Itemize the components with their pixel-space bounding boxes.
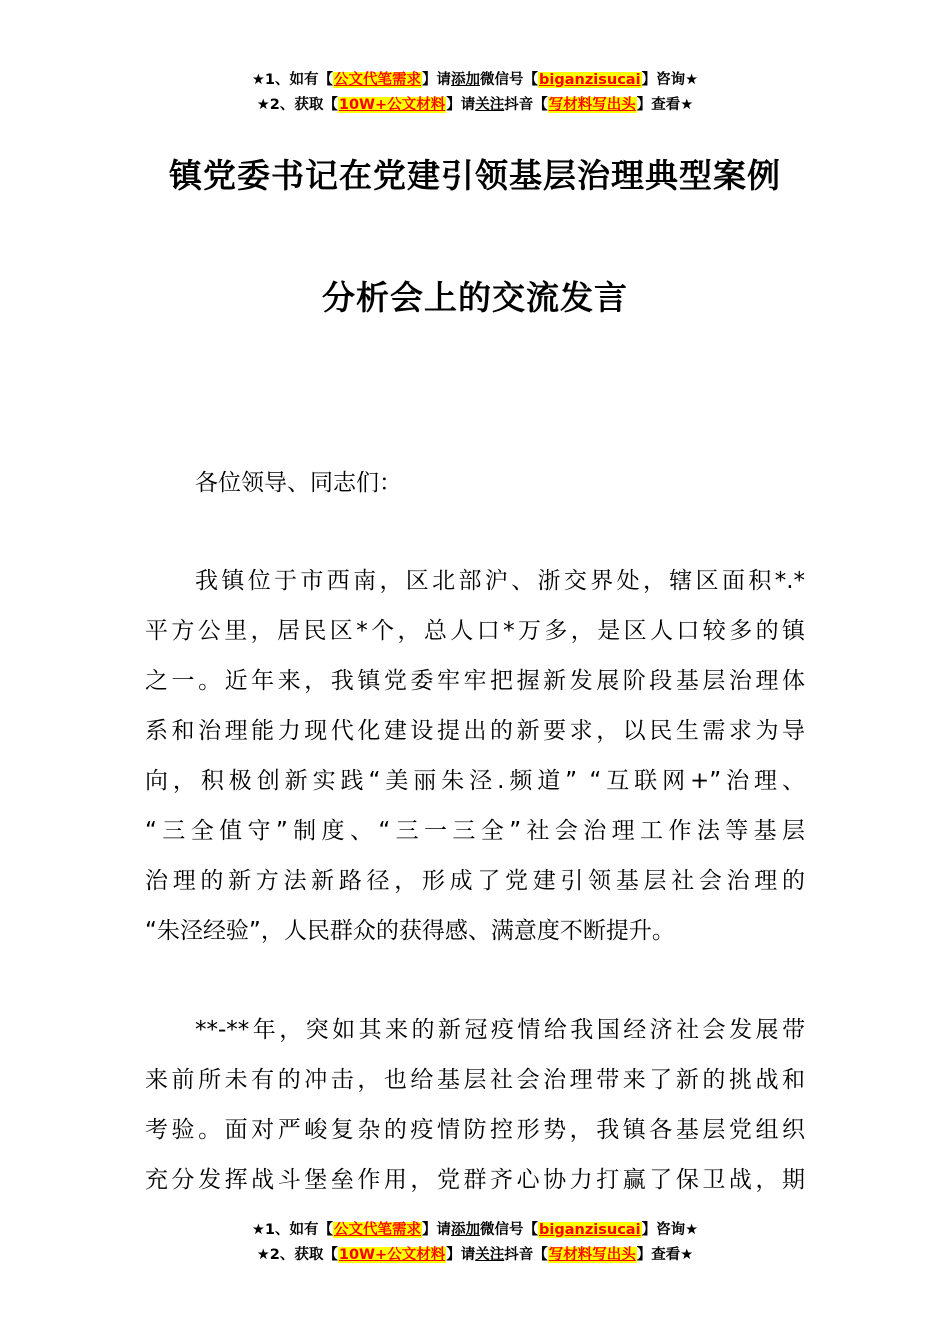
banner-text: 微信号【	[480, 72, 539, 88]
document-title-line-1: 镇党委书记在党建引领基层治理典型案例	[169, 156, 781, 195]
banner-text: ★2、获取【	[256, 1247, 338, 1263]
banner-text: ★1、如有【	[251, 72, 334, 88]
banner-emphasis: 关注	[475, 97, 505, 113]
banner-line-2	[0, 1243, 950, 1268]
paragraph-line: 治理的新方法新路径，形成了党建引领基层社会治理的	[145, 868, 805, 894]
paragraph-line: 充分发挥战斗堡垒作用，党群齐心协力打赢了保卫战，期	[145, 1167, 805, 1193]
highlight-douyin-id: 写材料写出头	[548, 1247, 636, 1263]
banner-text: 抖音【	[504, 1247, 548, 1263]
salutation: 各位领导、同志们：	[195, 470, 402, 496]
paragraph-line: 考验。面对严峻复杂的疫情防控形势，我镇各基层党组织	[145, 1117, 805, 1143]
banner-text: 】查看★	[636, 97, 694, 113]
banner-line-1	[0, 68, 950, 93]
banner-text: 】请	[422, 1222, 452, 1238]
banner-text: 】请	[446, 97, 476, 113]
paragraph-line: 我镇位于市西南，区北部沪、浙交界处，辖区面积*.*	[195, 568, 805, 594]
paragraph-line: 向，积极创新实践“美丽朱泾.频道” “互联网+”治理、	[145, 768, 805, 794]
banner-text: 】咨询★	[641, 72, 699, 88]
highlight-materials: 10W+公文材料	[338, 97, 446, 113]
highlight-service: 公文代笔需求	[334, 72, 422, 88]
paragraph-line: 来前所未有的冲击，也给基层社会治理带来了新的挑战和	[145, 1067, 805, 1093]
paragraph-line: 系和治理能力现代化建设提出的新要求，以民生需求为导	[145, 718, 805, 744]
banner-text: ★2、获取【	[256, 97, 338, 113]
paragraph-line: 平方公里，居民区*个，总人口*万多，是区人口较多的镇	[145, 618, 805, 644]
paragraph-2	[145, 1005, 805, 1205]
header-banner	[0, 68, 950, 118]
highlight-douyin-id: 写材料写出头	[548, 97, 636, 113]
highlight-wechat-id: biganzisucai	[539, 1222, 641, 1238]
highlight-wechat-id: biganzisucai	[539, 72, 641, 88]
banner-emphasis: 关注	[475, 1247, 505, 1263]
document-title-line-2: 分析会上的交流发言	[322, 278, 628, 317]
banner-emphasis: 添加	[451, 1222, 481, 1238]
paragraph-line: **-**年，突如其来的新冠疫情给我国经济社会发展带	[195, 1017, 805, 1043]
paragraph-line: 之一。近年来，我镇党委牢牢把握新发展阶段基层治理体	[145, 668, 805, 694]
paragraph-line: “朱泾经验”，人民群众的获得感、满意度不断提升。	[145, 918, 675, 944]
highlight-service: 公文代笔需求	[334, 1222, 422, 1238]
banner-text: 】请	[422, 72, 452, 88]
paragraph-1	[145, 556, 805, 956]
banner-text: 】请	[446, 1247, 476, 1263]
banner-text: 抖音【	[504, 97, 548, 113]
paragraph-line: “三全值守”制度、“三一三全”社会治理工作法等基层	[145, 818, 805, 844]
banner-emphasis: 添加	[451, 72, 481, 88]
banner-text: ★1、如有【	[251, 1222, 334, 1238]
banner-text: 】查看★	[636, 1247, 694, 1263]
highlight-materials: 10W+公文材料	[338, 1247, 446, 1263]
banner-text: 微信号【	[480, 1222, 539, 1238]
banner-line-2	[0, 93, 950, 118]
footer-banner	[0, 1218, 950, 1268]
banner-line-1	[0, 1218, 950, 1243]
banner-text: 】咨询★	[641, 1222, 699, 1238]
